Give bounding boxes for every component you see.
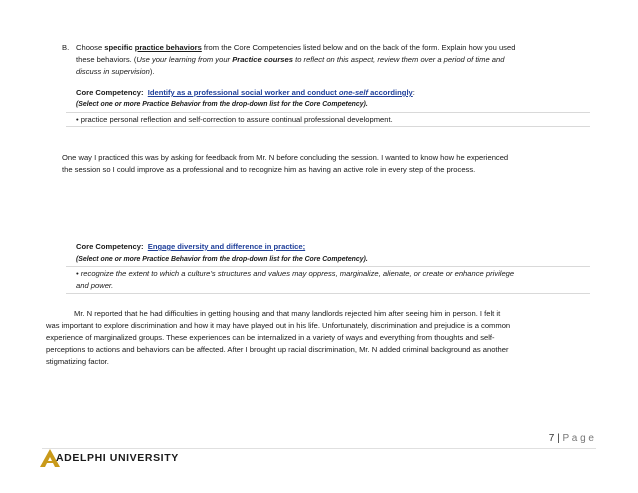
response-2-line-4[interactable]: perceptions to actions and behaviors can be affected. After I brought up racial discrimination, Mr. N added criminal background as another (46, 345, 509, 354)
university-name: ADELPHI UNIVERSITY (56, 452, 179, 464)
section-b-line-1: Choose specific practice behaviors from the Core Competencies listed below and on the back of the form. Explain how you used (76, 43, 516, 52)
response-2-line-5[interactable]: stigmatizing factor. (46, 357, 109, 366)
footer-rule (42, 448, 596, 449)
competency-1-heading: Core Competency: Identify as a professional social worker and conduct one-self accordingly: (76, 88, 415, 97)
competency-2-behavior-line-1[interactable]: • recognize the extent to which a culture’s structures and values may oppress, marginalize, alienate, or create or enhance privilege (76, 269, 515, 278)
response-1-line-1[interactable]: One way I practiced this was by asking for feedback from Mr. N before concluding the session. I wanted to know how he experienced (62, 153, 509, 162)
competency-2-behavior-line-2[interactable]: and power. (76, 281, 114, 290)
section-b-line-2: these behaviors. (Use your learning from your Practice courses to reflect on this aspect, review them over a period of time and (76, 55, 505, 64)
competency-1-dropdown[interactable]: Identify as a professional social worker and conduct one-self accordingly (147, 88, 413, 97)
divider (66, 293, 590, 294)
response-2-line-3[interactable]: experience of marginalized groups. These experiences can be internalized in a variety of ways and everything from thoughts and self- (46, 333, 495, 342)
response-2-line-1[interactable]: Mr. N reported that he had difficulties in getting housing and that many landlords rejected him after seeing him in person. I felt it (74, 309, 501, 318)
competency-1-select-note: (Select one or more Practice Behavior from the drop-down list for the Core Competency). (76, 101, 368, 108)
section-b-line-3: discuss in supervision). (76, 67, 155, 76)
competency-2-heading: Core Competency: Engage diversity and difference in practice; (76, 242, 306, 251)
competency-2-dropdown[interactable]: Engage diversity and difference in practice; (147, 242, 306, 251)
practice-behaviors-link[interactable]: practice behaviors (134, 43, 202, 52)
response-1-line-2[interactable]: the session so I could improve as a professional and to recognize him as having an active role in every step of the process. (62, 165, 476, 174)
divider (66, 112, 590, 113)
competency-1-behavior[interactable]: • practice personal reflection and self-correction to assure continual professional development. (76, 115, 393, 124)
page-number: 7 | P a g e (548, 433, 594, 444)
competency-2-select-note: (Select one or more Practice Behavior from the drop-down list for the Core Competency). (76, 256, 368, 263)
divider (66, 266, 590, 267)
section-b-marker: B. (62, 43, 70, 52)
response-2-line-2[interactable]: was important to explore discrimination and how it may have played out in his life. Unfortunately, discrimination and prejudice is a common (46, 321, 511, 330)
divider (66, 126, 590, 127)
